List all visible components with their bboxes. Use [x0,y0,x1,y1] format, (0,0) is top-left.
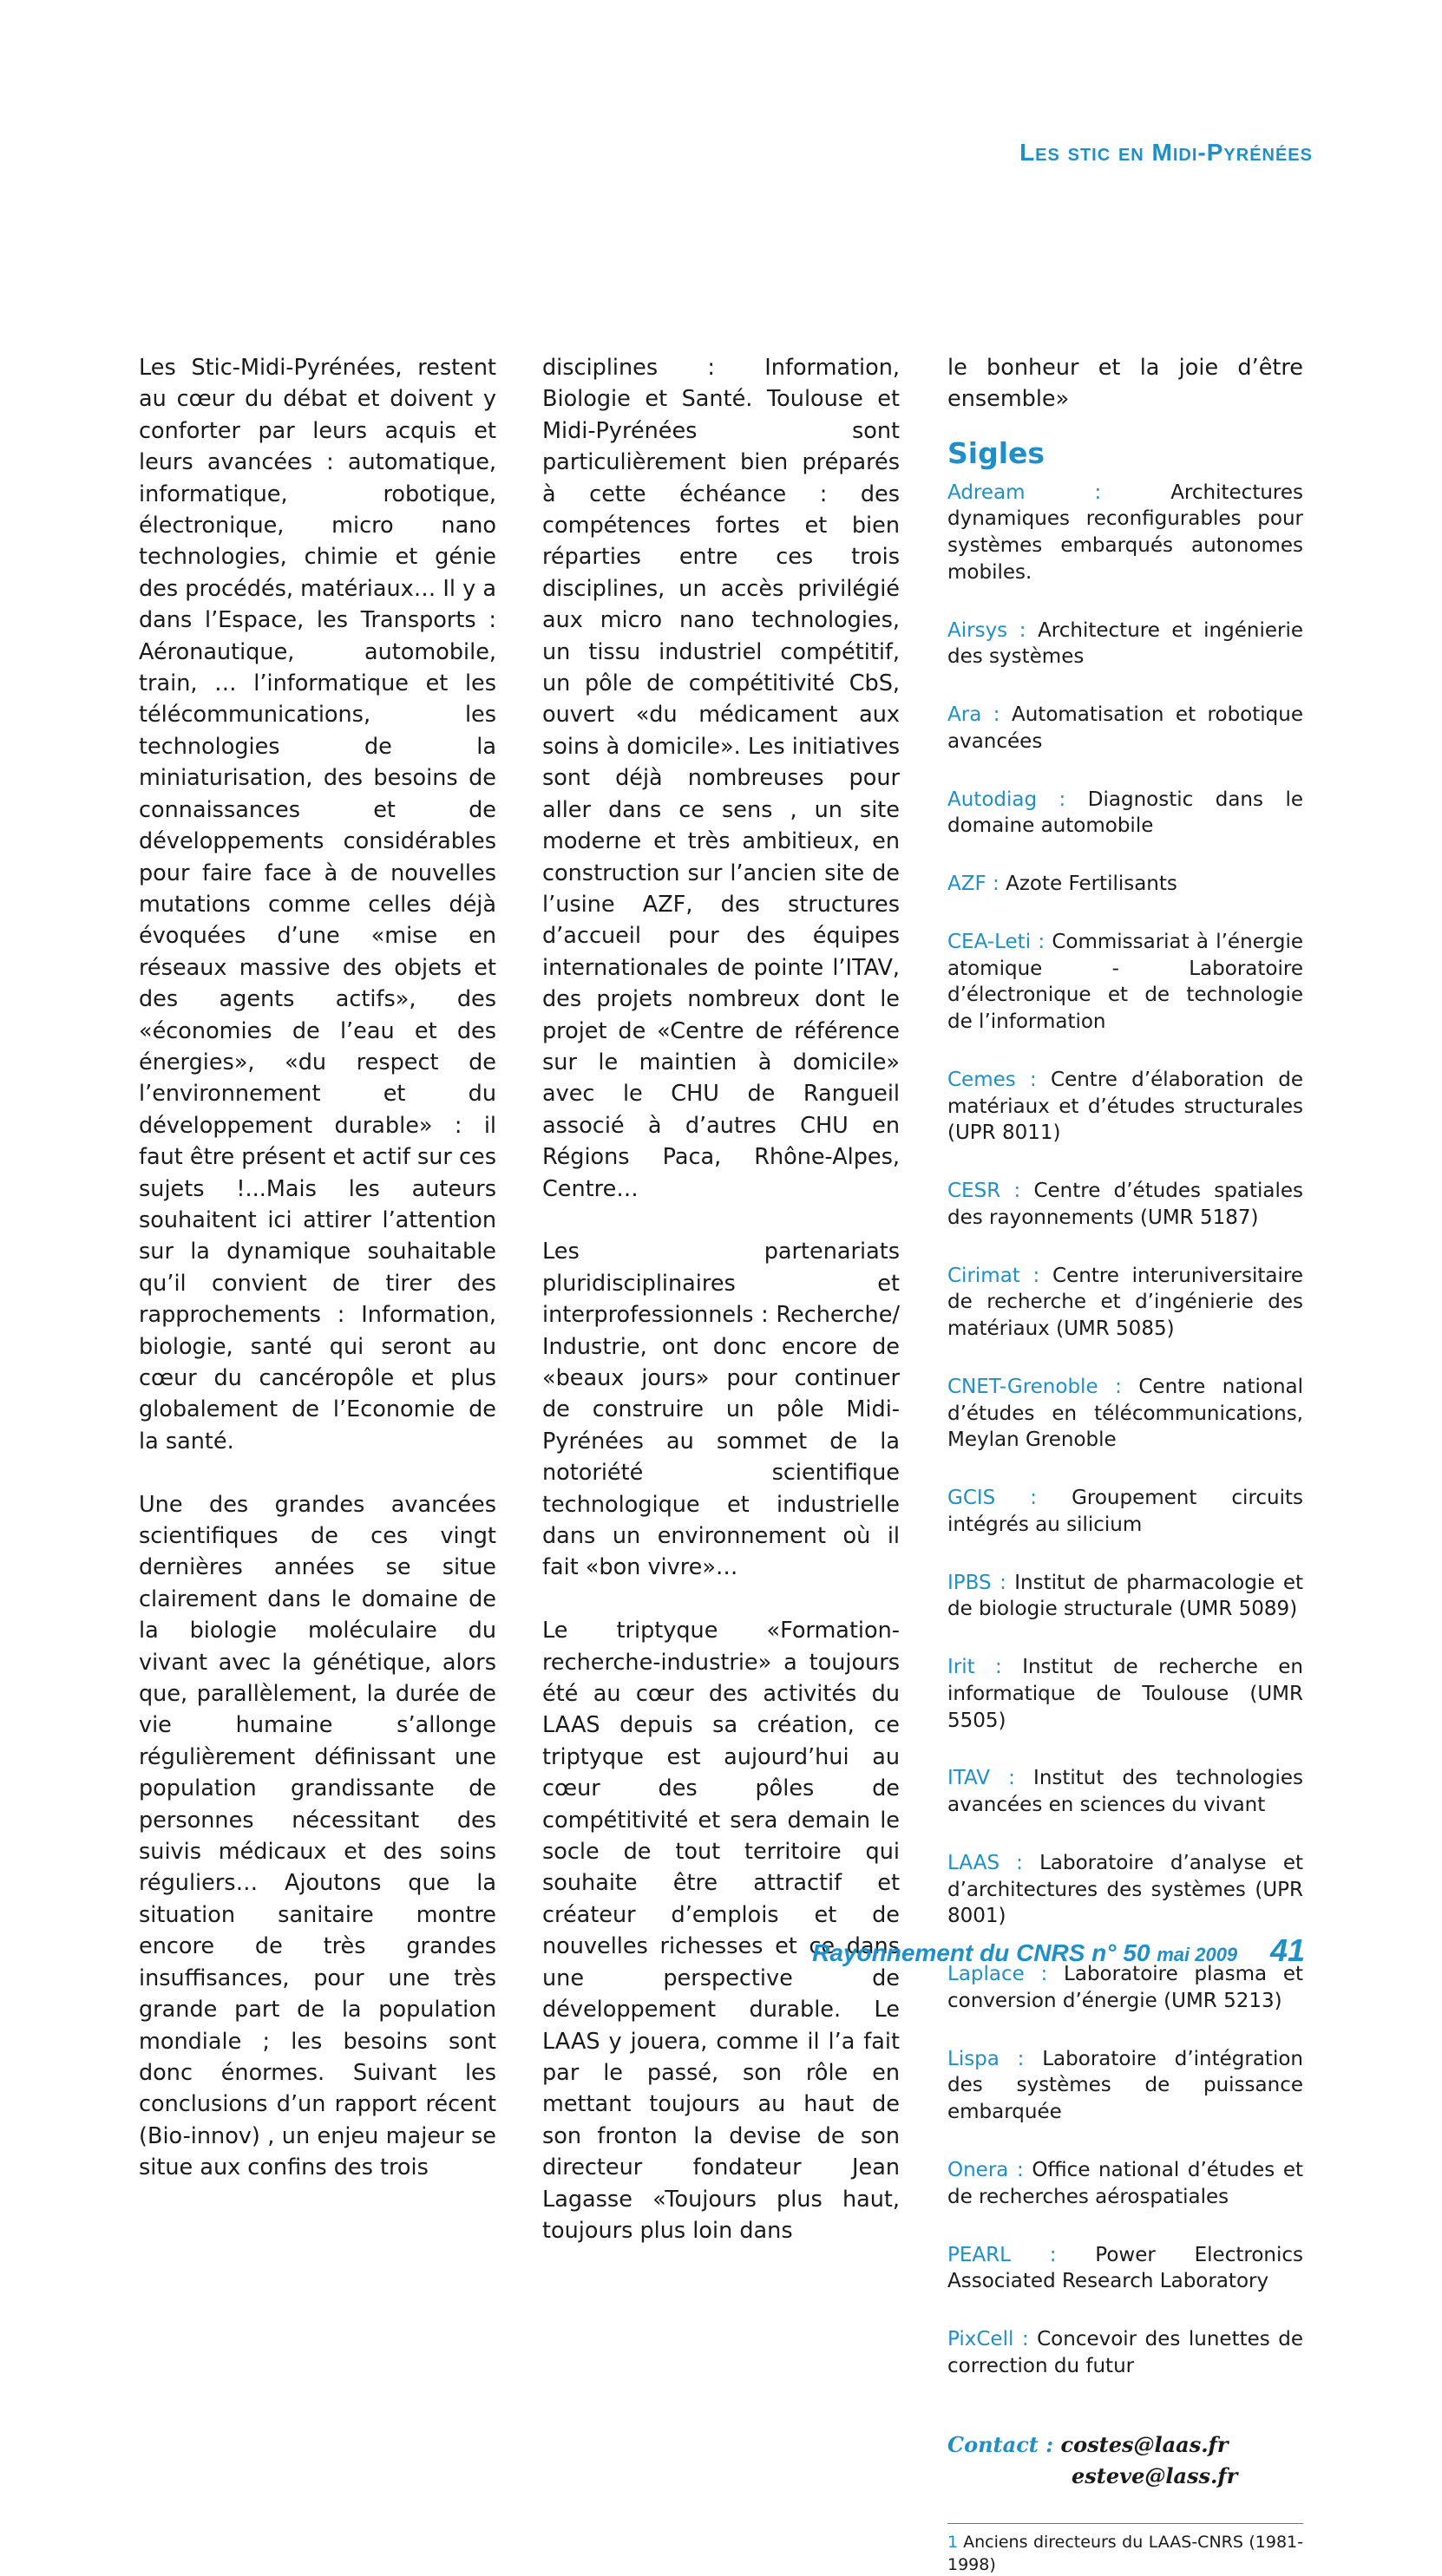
sigle-definition: Centre d’élaboration de matériaux et d’études structurales (UPR 8011) [947,1069,1304,1145]
sigle-definition: Laboratoire d’intégration des systèmes de puissance embarquée [947,2047,1303,2123]
sigle-definition: Architectures dynamiques reconfigurables pour systèmes embarqués autonomes mobiles. [947,481,1303,584]
footnote-number: 1 [947,2533,959,2553]
sigle-entry [947,929,1303,1035]
sigle-entry [947,2046,1303,2126]
sigles-list [947,480,1303,2380]
sigle-separator: : [1037,788,1088,811]
sigle-abbreviation: Onera [947,2158,1009,2181]
sigle-definition: Architecture et ingénierie des systèmes [947,618,1303,669]
sigle-abbreviation: PixCell [947,2328,1014,2351]
sigle-separator: : [1013,2328,1038,2351]
sigle-entry [947,1654,1303,1734]
sigle-separator: : [1007,618,1039,642]
sigle-definition: Commissariat à l’énergie atomique - Laboratoire d’électronique et de technologie de l’information [947,931,1303,1034]
sigle-separator: : [1000,1180,1034,1203]
sigle-definition: Centre national d’études en télécommunications, Meylan Grenoble [947,1375,1304,1452]
sigle-entry [947,1178,1303,1231]
sigle-abbreviation: CNET-Grenoble [947,1375,1098,1398]
sigle-definition: Groupement circuits intégrés au silicium [947,1487,1304,1536]
paragraph: Les Stic-Midi-Pyrénées, restent au cœur du débat et doivent y conforter par leurs acquis et leurs avancées : automatique, informatique, robotique, électronique, micro nano technologies, chimie et génie des procédés, matériaux… Il y a dans l’Espace, les Transports : Aéronautique, automobile, train, … l’informatique et les télécommunications, les technologies de la miniaturisation, des besoins de connaissances et de développements considérables pour faire face à de nouvelles mutations comme celles déjà évoquées d’une «mise en réseaux massive des objets et des agents actifs», des «économies de l’eau et des énergies», «du respect de l’environnement et du développement durable» : il faut être présent et actif sur ces sujets !...Mais les auteurs souhaitent ici attirer l’attention sur la dynamique souhaitable qu’il convient de tirer des rapprochements : Information, biologie, santé qui seront au cœur du cancéropôle et plus globalement de l’Economie de la santé. [139,355,496,1455]
footer-date: mai 2009 [1157,1944,1238,1965]
sigle-separator: : [1019,1264,1053,1287]
sigle-abbreviation: Ara [947,703,982,727]
sigle-definition: Institut de pharmacologie et de biologie structurale (UMR 5089) [947,1571,1303,1621]
sigle-separator: : [981,703,1012,727]
sigle-entry [947,1765,1303,1818]
sigle-entry [947,1850,1303,1930]
sigle-abbreviation: Cirimat [947,1264,1020,1287]
text-column-1 [139,352,496,2215]
sigle-abbreviation: CEA-Leti [947,931,1032,954]
sigle-abbreviation: ITAV [947,1767,991,1790]
sigle-abbreviation: PEARL [947,2243,1011,2266]
sigle-abbreviation: LAAS [947,1852,1000,1875]
sigle-abbreviation: IPBS [947,1571,992,1594]
sigle-definition: Power Electronics Associated Research Laboratory [947,2243,1303,2293]
sigle-entry [947,787,1303,840]
sigle-abbreviation: Autodiag [947,788,1038,811]
sigle-definition: Centre d’études spatiales des rayonnements (UMR 5187) [947,1180,1303,1229]
sigle-entry [947,618,1303,670]
sigle-separator: : [986,873,1006,896]
sigle-definition: Concevoir des lunettes de correction du futur [947,2328,1303,2377]
sigle-entry [947,1374,1303,1454]
paragraph: Les partenariats pluridisciplinaires et interprofessionnels : Recherche/ Industrie, ont donc encore de «beaux jours» pour continuer de construire un pôle Midi-Pyrénées au sommet de la notoriété scientifique technologique et industrielle dans un environnement où il fait «bon vivre»… [542,1239,900,1581]
sigle-separator: : [1000,1852,1040,1875]
sigles-heading: Sigles [947,435,1045,470]
sigle-definition: Institut de recherche en informatique de Toulouse (UMR 5505) [947,1656,1303,1732]
sigle-definition: Laboratoire d’analyse et d’architectures des systèmes (UPR 8001) [947,1852,1303,1928]
sigle-entry [947,1961,1303,2014]
sigle-definition: Centre interuniversitaire de recherche et d’ingénierie des matériaux (UMR 5085) [947,1264,1303,1340]
contact-label: Contact : [947,2432,1054,2458]
page-footer [812,1932,1305,1969]
sigle-abbreviation: Lispa [947,2047,1000,2070]
sigle-separator: : [1031,931,1052,954]
sigle-separator: : [1010,2243,1096,2266]
contact-email-1[interactable]: costes@laas.fr [1060,2432,1229,2458]
text-column-2 [542,352,900,2279]
sigle-separator: : [999,2047,1043,2070]
footer-publication: Rayonnement du CNRS n° 50 [812,1939,1150,1966]
sigle-entry [947,1067,1303,1147]
sigle-separator: : [1025,481,1171,504]
sigle-separator: : [1098,1375,1139,1398]
sigle-abbreviation: GCIS [947,1487,996,1510]
sigle-abbreviation: Adream [947,481,1026,504]
sigle-definition: Automatisation et robotique avancées [947,703,1303,753]
paragraph: Le triptyque «Formation-recherche-industrie» a toujours été au cœur des activités du LAAS depuis sa création, ce triptyque est aujourd’hui au cœur des pôles de compétitivité et sera demain le socle de tout territoire qui souhaite être attractif et créateur d’emplois et de nouvelles richesses et ce dans une perspective de développement durable. Le LAAS y jouera, comme il l’a fait par le passé, son rôle en mettant toujours au haut de son fronton la devise de son directeur fondateur Jean Lagasse «Toujours plus haut, toujours plus loin dans [542,1618,900,2244]
contact-email-2[interactable]: esteve@lass.fr [1072,2463,1238,2489]
sigle-entry [947,702,1303,755]
sigle-abbreviation: Laplace [947,1963,1025,1986]
paragraph: disciplines : Information, Biologie et Santé. Toulouse et Midi-Pyrénées sont particulièrement bien préparés à cette échéance : des compétences fortes et bien réparties entre ces trois disciplines, un accès privilégié aux micro nano technologies, un tissu industriel compétitif, un pôle de compétitivité CbS, ouvert «du médicament aux soins à domicile». Les initiatives sont déjà nombreuses pour aller dans ce sens , un site moderne et très ambitieux, en construction sur l’ancien site de l’usine AZF, des structures d’accueil pour des équipes internationales de pointe l’ITAV, des projets nombreux dont le projet de «Centre de référence sur le maintien à domicile» avec le CHU de Rangueil associé à d’autres CHU en Régions Paca, Rhône-Alpes, Centre… [542,355,900,1202]
sigle-separator: : [1015,1069,1052,1092]
sigle-definition: Institut des technologies avancées en sciences du vivant [947,1767,1303,1817]
sigle-entry [947,1485,1303,1538]
sigle-abbreviation: AZF [947,873,986,896]
sigle-separator: : [1024,1963,1065,1986]
running-header: Les stic en Midi-Pyrénées [1019,139,1313,166]
sigle-entry [947,2157,1303,2210]
sigle-separator: : [991,1571,1015,1594]
contact-block [947,2429,1303,2492]
footnote-text: Anciens directeurs du LAAS-CNRS (1981-1998) [947,2533,1303,2575]
sigle-definition: Diagnostic dans le domaine automobile [947,788,1303,838]
sigle-entry [947,871,1303,898]
paragraph-continuation: le bonheur et la joie d’être ensemble» [947,355,1303,413]
footnote [947,2523,1303,2576]
sigle-definition: Laboratoire plasma et conversion d’énergie (UMR 5213) [947,1963,1303,2012]
sigle-separator: : [1008,2158,1032,2181]
sigle-separator: : [995,1487,1072,1510]
sigle-abbreviation: CESR [947,1180,1001,1203]
sigle-abbreviation: Irit [947,1656,975,1679]
text-column-3 [947,352,1303,2576]
sigle-abbreviation: Cemes [947,1069,1016,1092]
page-number: 41 [1269,1932,1305,1968]
sigle-separator: : [974,1656,1023,1679]
sigle-entry [947,480,1303,585]
sigle-abbreviation: Airsys [947,618,1008,642]
sigle-definition: Azote Fertilisants [1006,873,1177,896]
paragraph: Une des grandes avancées scientifiques de ces vingt dernières années se situe clairement dans le domaine de la biologie moléculaire du vivant avec la génétique, alors que, parallèlement, la durée de vie humaine s’allonge régulièrement définissant une population grandissante de personnes nécessitant des suivis médicaux et des soins réguliers… Ajoutons que la situation sanitaire montre encore de très grandes insuffisances, pour une très grande part de la population mondiale ; les besoins sont donc énormes. Suivant les conclusions d’un rapport récent (Bio-innov) , un enjeu majeur se situe aux confins des trois [139,1491,496,2181]
sigle-entry [947,2326,1303,2379]
sigle-entry [947,1263,1303,1343]
sigle-entry [947,2242,1303,2295]
sigle-definition: Office national d’études et de recherches aérospatiales [947,2158,1304,2208]
sigle-separator: : [990,1767,1034,1790]
sigle-entry [947,1570,1303,1623]
